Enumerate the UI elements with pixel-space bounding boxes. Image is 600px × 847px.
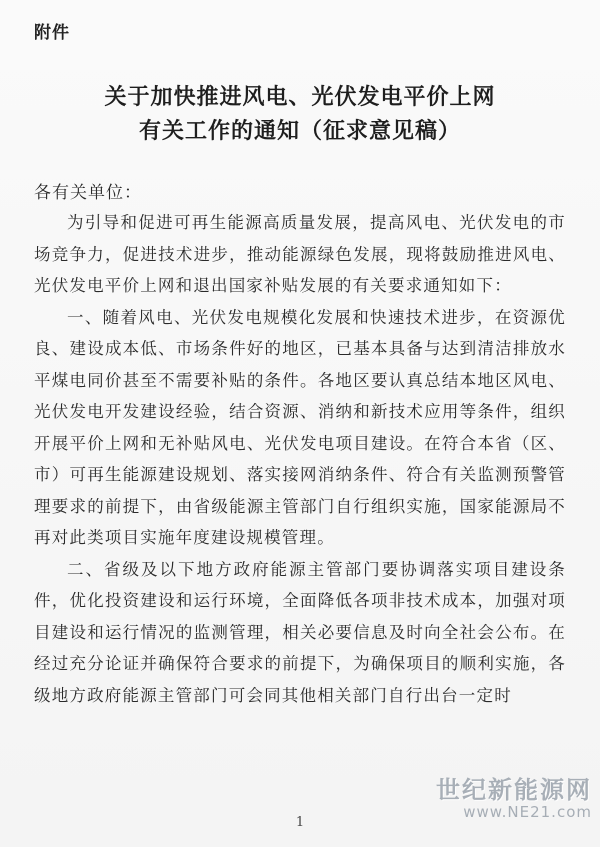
paragraph-section-2: 二、省级及以下地方政府能源主管部门要协调落实项目建设条件，优化投资建设和运行环境，全面降低各项非技术成本，加强对项目建设和运行情况的监测管理，相关必要信息及时向全社会公布。在经过充分论证并确保符合要求的前提下，为确保项目的顺利实施，各级地方政府能源主管部门可会同其他相关部门自行出台一定时 [34, 559, 566, 705]
site-watermark [436, 770, 592, 821]
paragraph-intro: 为引导和促进可再生能源高质量发展，提高风电、光伏发电的市场竞争力，促进技术进步，推动能源绿色发展，现将鼓励推进风电、光伏发电平价上网和退出国家补贴发展的有关要求通知如下： [34, 213, 566, 295]
watermark-url: www.NE21.com [463, 803, 592, 821]
page-number: 1 [295, 815, 305, 830]
watermark-name: 世纪新能源网 [436, 776, 592, 804]
document-body [34, 207, 566, 711]
attachment-label: 附件 [34, 23, 70, 43]
document-title-line-2: 有关工作的通知（征求意见稿） [138, 118, 461, 144]
paragraph-section-1: 一、随着风电、光伏发电规模化发展和快速技术进步，在资源优良、建设成本低、市场条件好的地区，已基本具备与达到清洁排放水平煤电同价甚至不需要补贴的条件。各地区要认真总结本地区风电、光伏发电开发建设经验，结合资源、消纳和新技术应用等条件，组织开展平价上网和无补贴风电、光伏发电项目建设。在符合本省（区、市）可再生能源建设规划、落实接网消纳条件、符合有关监测预警管理要求的前提下，由省级能源主管部门自行组织实施，国家能源局不再对此类项目实施年度建设规模管理。 [34, 307, 566, 547]
salutation: 各有关单位： [34, 183, 142, 203]
document-title-line-1: 关于加快推进风电、光伏发电平价上网 [104, 84, 496, 110]
